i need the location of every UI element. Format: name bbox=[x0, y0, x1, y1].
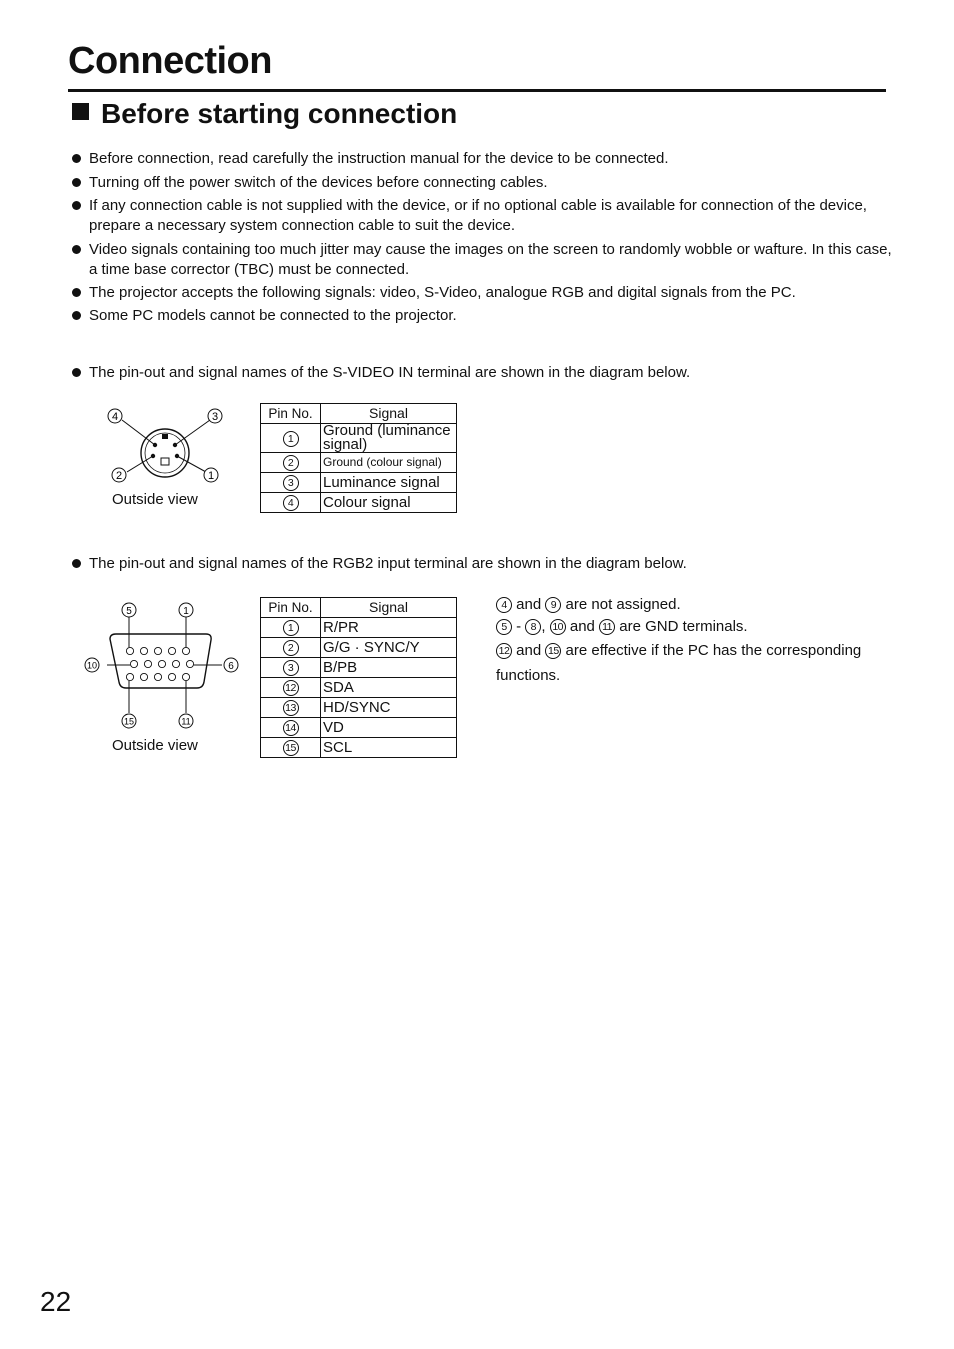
pin-cell: 1 bbox=[261, 424, 321, 453]
pin-cell: 15 bbox=[261, 738, 321, 758]
table-row bbox=[261, 638, 457, 658]
rgb2-intro: The pin-out and signal names of the RGB2 input terminal are shown in the diagram below. bbox=[72, 554, 901, 574]
pin-header: Pin No. bbox=[261, 404, 321, 424]
bullet-item: Video signals containing too much jitter may cause the images on the screen to randomly wobble or wafture. In this case, a time base corrector (TBC) must be connected. bbox=[72, 240, 901, 279]
table-row bbox=[261, 658, 457, 678]
note-line: 5 - 8 , 10 and 11 are GND terminals. bbox=[496, 616, 886, 638]
signal-cell: G/G · SYNC/Y bbox=[321, 638, 457, 658]
svg-text:15: 15 bbox=[123, 716, 135, 727]
svg-text:1: 1 bbox=[207, 470, 215, 482]
table-header-row bbox=[261, 404, 457, 424]
table-row bbox=[261, 738, 457, 758]
svg-text:2: 2 bbox=[115, 470, 123, 482]
table-row bbox=[261, 453, 457, 473]
signal-cell: SDA bbox=[321, 678, 457, 698]
section-heading-text: Before starting connection bbox=[101, 98, 458, 129]
note-line: 4 and 9 are not assigned. bbox=[496, 594, 886, 616]
signal-cell: Ground (colour signal) bbox=[321, 453, 457, 473]
table-row bbox=[261, 618, 457, 638]
svideo-connector-diagram bbox=[100, 400, 240, 490]
pin-cell: 2 bbox=[261, 453, 321, 473]
page-number: 22 bbox=[40, 1286, 72, 1317]
rgb2-connector-diagram bbox=[80, 596, 250, 736]
section-heading bbox=[72, 98, 457, 130]
svg-text:10: 10 bbox=[86, 660, 98, 671]
table-row bbox=[261, 493, 457, 513]
bullet-item: The projector accepts the following signals: video, S-Video, analogue RGB and digital signals from the PC. bbox=[72, 283, 901, 303]
rgb2-caption: Outside view bbox=[112, 737, 198, 754]
title-rule bbox=[68, 89, 886, 92]
signal-header: Signal bbox=[321, 404, 457, 424]
signal-cell: Luminance signal bbox=[321, 473, 457, 493]
rgb2-notes bbox=[496, 594, 886, 688]
table-row bbox=[261, 473, 457, 493]
table-row bbox=[261, 424, 457, 453]
svideo-intro: The pin-out and signal names of the S-VIDEO IN terminal are shown in the diagram below. bbox=[72, 363, 901, 383]
svideo-caption: Outside view bbox=[112, 491, 198, 508]
signal-cell: Ground (luminance signal) bbox=[321, 424, 457, 453]
svideo-pin-table bbox=[260, 403, 457, 513]
pin-cell: 12 bbox=[261, 678, 321, 698]
signal-cell: R/PR bbox=[321, 618, 457, 638]
signal-cell: Colour signal bbox=[321, 493, 457, 513]
svg-text:3: 3 bbox=[211, 411, 219, 423]
pin-cell: 3 bbox=[261, 473, 321, 493]
page-title: Connection bbox=[68, 40, 272, 82]
pin-header: Pin No. bbox=[261, 598, 321, 618]
signal-cell: VD bbox=[321, 718, 457, 738]
bullet-item: If any connection cable is not supplied with the device, or if no optional cable is available for connection of the device, prepare a necessary system connection cable to suit the device. bbox=[72, 196, 901, 235]
bullet-item: Turning off the power switch of the devices before connecting cables. bbox=[72, 173, 901, 193]
svg-text:11: 11 bbox=[181, 716, 191, 727]
svg-text:1: 1 bbox=[183, 606, 189, 617]
signal-cell: B/PB bbox=[321, 658, 457, 678]
table-row bbox=[261, 698, 457, 718]
note-line: 12 and 15 are effective if the PC has the corresponding functions. bbox=[496, 642, 862, 684]
pin-cell: 4 bbox=[261, 493, 321, 513]
signal-cell: HD/SYNC bbox=[321, 698, 457, 718]
pin-cell: 2 bbox=[261, 638, 321, 658]
table-header-row bbox=[261, 598, 457, 618]
svg-text:6: 6 bbox=[228, 661, 234, 672]
bullet-item: Before connection, read carefully the instruction manual for the device to be connected. bbox=[72, 149, 901, 169]
table-row bbox=[261, 678, 457, 698]
pin-cell: 1 bbox=[261, 618, 321, 638]
bullet-item: Some PC models cannot be connected to the projector. bbox=[72, 306, 901, 326]
svg-text:5: 5 bbox=[126, 606, 132, 617]
square-bullet-icon bbox=[72, 103, 89, 120]
signal-cell: SCL bbox=[321, 738, 457, 758]
rgb2-pin-table bbox=[260, 597, 457, 758]
pin-cell: 14 bbox=[261, 718, 321, 738]
svg-text:4: 4 bbox=[111, 411, 119, 423]
signal-header: Signal bbox=[321, 598, 457, 618]
table-row bbox=[261, 718, 457, 738]
pin-cell: 13 bbox=[261, 698, 321, 718]
pin-cell: 3 bbox=[261, 658, 321, 678]
